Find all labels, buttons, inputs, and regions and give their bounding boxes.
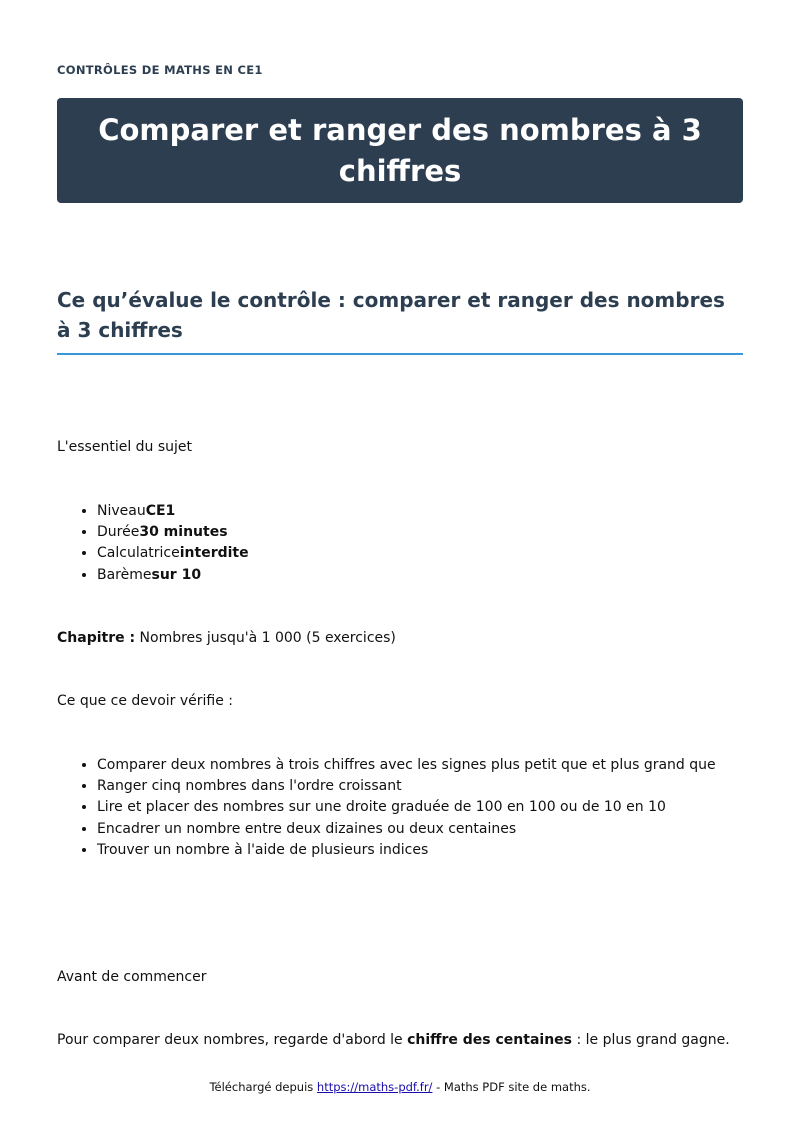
chapitre-line xyxy=(57,628,396,649)
item-label: Durée xyxy=(97,524,140,541)
list-item xyxy=(97,501,249,522)
essentiel-label: L'essentiel du sujet xyxy=(57,439,193,455)
avant-text-bold: chiffre des centaines xyxy=(407,1032,573,1048)
avant-text-before: Pour comparer deux nombres, regarde d'abord le xyxy=(57,1032,408,1048)
avant-text xyxy=(57,1030,730,1051)
list-item: • Comparer deux nombres à trois chiffres avec les signes plus petit que et plus grand que xyxy=(97,755,716,776)
footer-prefix: Téléchargé depuis xyxy=(209,1080,317,1094)
chapitre-label: Chapitre : xyxy=(57,630,136,646)
item-label: Barème xyxy=(97,566,152,583)
footer-suffix: - Maths PDF site de maths. xyxy=(432,1080,591,1094)
item-value: sur 10 xyxy=(151,566,202,583)
item-value: CE1 xyxy=(145,503,176,519)
list-item: • Lire et placer des nombres sur une droite graduée de 100 en 100 ou de 10 en 10 xyxy=(97,797,716,818)
verifie-list xyxy=(57,755,716,861)
page-title: Comparer et ranger des nombres à 3 chiffres xyxy=(98,112,702,188)
page-kicker: CONTRÔLES DE MATHS EN CE1 xyxy=(57,63,263,77)
avant-label: Avant de commencer xyxy=(57,969,207,985)
item-label: Niveau xyxy=(97,503,146,519)
avant-text-after: : le plus grand gagne. xyxy=(572,1032,730,1048)
list-item: • Ranger cinq nombres dans l'ordre croissant xyxy=(97,776,716,797)
essentiel-list xyxy=(57,501,249,586)
list-item: • Encadrer un nombre entre deux dizaines ou deux centaines xyxy=(97,819,716,840)
page-footer xyxy=(0,1080,800,1094)
item-value: 30 minutes xyxy=(139,524,228,541)
footer-link[interactable]: https://maths-pdf.fr/ xyxy=(316,1080,433,1094)
list-item xyxy=(97,543,249,564)
list-item xyxy=(97,565,249,586)
list-item: • Trouver un nombre à l'aide de plusieurs indices xyxy=(97,840,716,861)
section-heading: Ce qu’évalue le contrôle : comparer et ranger des nombres à 3 chiffres xyxy=(57,285,743,355)
item-value: interdite xyxy=(179,545,249,562)
item-label: Calculatrice xyxy=(97,545,180,562)
verifie-label: Ce que ce devoir vérifie : xyxy=(57,693,234,709)
chapitre-text: Nombres jusqu'à 1 000 (5 exercices) xyxy=(139,630,396,646)
title-banner xyxy=(57,98,743,203)
list-item xyxy=(97,522,249,543)
